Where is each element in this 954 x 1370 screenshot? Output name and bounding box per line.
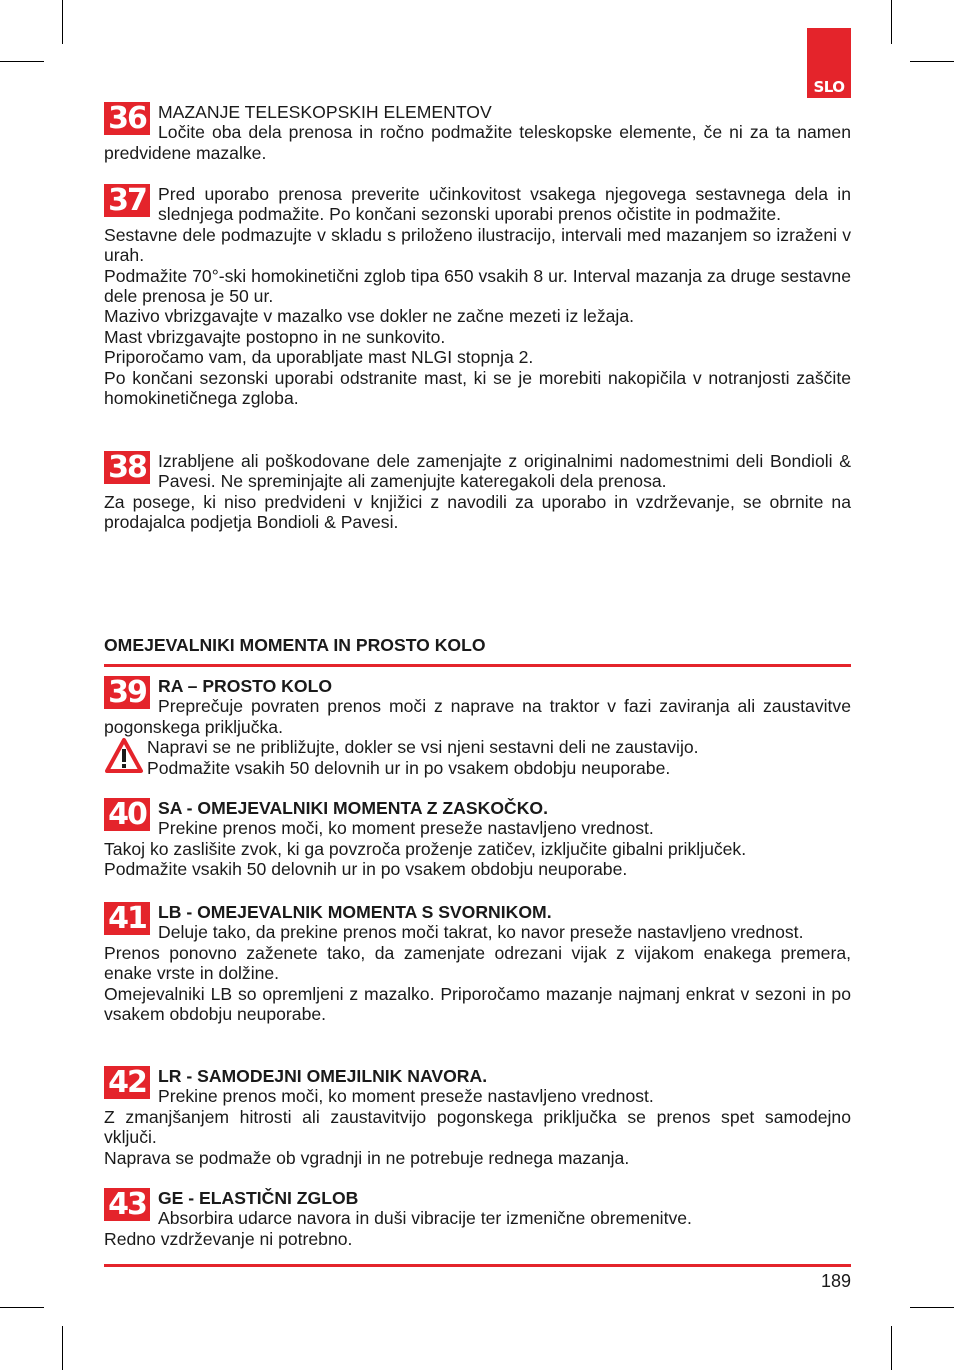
section-paragraph: Takoj ko zaslišite zvok, ki ga povzroča proženje zatičev, izključite gibalni priključek.	[104, 838, 747, 859]
section-paragraph: Prekine prenos moči, ko moment preseže nastavljeno vrednost.	[158, 1086, 654, 1107]
crop-mark	[62, 1326, 63, 1370]
section-40	[104, 798, 851, 880]
section-paragraph: Podmažite vsakih 50 delovnih ur in po vsakem obdobju neuporabe.	[104, 859, 628, 880]
step-number: 40	[104, 798, 150, 831]
section-36	[104, 102, 851, 163]
page-number: 189	[820, 1271, 851, 1291]
section-paragraph: Z zmanjšanjem hitrosti ali zaustavitvijo pogonskega priključka se prenos spet samodejno vključi.	[104, 1106, 851, 1148]
section-title: RA – PROSTO KOLO	[158, 676, 333, 696]
language-tab	[807, 28, 851, 98]
warning-triangle-icon	[104, 737, 144, 775]
section-37	[104, 184, 851, 408]
section-paragraph: Izrabljene ali poškodovane dele zamenjajte z originalnimi nadomestnimi deli Bondioli & Pavesi. Ne spreminjajte ali zamenjujte kateregakoli dela prenosa.	[158, 451, 851, 492]
section-paragraph: Za posege, ki niso predvideni v knjižici z navodili za uporabo in vzdrževanje, se obrnite na prodajalca podjetja Bondioli & Pavesi.	[104, 491, 851, 533]
crop-mark	[0, 1307, 44, 1308]
section-paragraph: Podmažite 70°-ski homokinetični zglob tipa 650 vsakih 8 ur. Interval mazanja za druge sestavne dele prenosa je 50 ur.	[104, 265, 851, 307]
section-paragraph: Absorbira udarce navora in duši vibracije ter izmenične obremenitve.	[158, 1208, 692, 1229]
step-number: 39	[104, 676, 150, 709]
crop-mark	[62, 0, 63, 44]
step-number: 36	[104, 102, 150, 135]
step-number: 41	[104, 902, 150, 935]
section-title: MAZANJE TELESKOPSKIH ELEMENTOV	[158, 102, 492, 122]
section-39	[104, 676, 851, 778]
section-paragraph: Mast vbrizgavajte postopno in ne sunkovito.	[104, 326, 446, 347]
section-38	[104, 451, 851, 533]
section-paragraph: Pred uporabo prenosa preverite učinkovitost vsakega njegovega sestavnega dela in slednjega podmažite. Po končani sezonski uporabi prenos očistite in podmažite.	[158, 184, 851, 225]
section-paragraph: Ločite oba dela prenosa in ročno podmažite teleskopske elemente, če ni za ta namen predvidene mazalke.	[104, 122, 851, 163]
section-paragraph: Preprečuje povraten prenos moči z naprave na traktor v fazi zaviranja ali zaustavitve pogonskega priključka.	[104, 696, 851, 737]
warning-block	[104, 737, 851, 778]
section-41	[104, 902, 851, 1024]
language-tab-label: SLO	[813, 78, 845, 96]
section-paragraph: Naprava se podmaže ob vgradnji in ne potrebuje rednega mazanja.	[104, 1147, 630, 1168]
section-paragraph: Po končani sezonski uporabi odstranite mast, ki se je morebiti nakopičila v notranjosti zaščite homokinetičnega zgloba.	[104, 367, 851, 409]
section-paragraph: Sestavne dele podmazujte v skladu s priloženo ilustracijo, intervali med mazanjem so izraženi v urah.	[104, 224, 851, 266]
section-paragraph: Omejevalniki LB so opremljeni z mazalko. Priporočamo mazanje najmanj enkrat v sezoni in po vsakem obdobju neuporabe.	[104, 983, 851, 1025]
step-number: 43	[104, 1188, 150, 1221]
section-title: LR - SAMODEJNI OMEJILNIK NAVORA.	[158, 1066, 488, 1086]
crop-mark	[891, 0, 892, 44]
section-paragraph: Priporočamo vam, da uporabljate mast NLGI stopnja 2.	[104, 347, 534, 368]
section-paragraph: Prekine prenos moči, ko moment preseže nastavljeno vrednost.	[158, 818, 654, 839]
warning-line: Napravi se ne približujte, dokler se vsi njeni sestavni deli ne zaustavijo.	[147, 737, 699, 758]
section-paragraph: Redno vzdrževanje ni potrebno.	[104, 1228, 353, 1249]
step-number: 38	[104, 451, 150, 484]
section-title: SA - OMEJEVALNIKI MOMENTA Z ZASKOČKO.	[158, 798, 548, 818]
section-42	[104, 1066, 851, 1168]
section-title: GE - ELASTIČNI ZGLOB	[158, 1188, 359, 1208]
warning-line: Podmažite vsakih 50 delovnih ur in po vsakem obdobju neuporabe.	[147, 757, 671, 778]
section-paragraph: Deluje tako, da prekine prenos moči takrat, ko navor preseže nastavljeno vrednost.	[158, 922, 804, 943]
section-title: LB - OMEJEVALNIK MOMENTA S SVORNIKOM.	[158, 902, 552, 922]
crop-mark	[891, 1326, 892, 1370]
crop-mark	[910, 61, 954, 62]
crop-mark	[0, 61, 44, 62]
section-paragraph: Prenos ponovno zaženete tako, da zamenjate odrezani vijak z vijakom enakega premera, enake vrste in dolžine.	[104, 942, 851, 984]
crop-mark	[910, 1307, 954, 1308]
step-number: 37	[104, 184, 150, 217]
section-43	[104, 1188, 851, 1249]
step-number: 42	[104, 1066, 150, 1099]
section-paragraph: Mazivo vbrizgavajte v mazalko vse dokler ne začne mezeti iz ležaja.	[104, 306, 634, 327]
footer-rule	[104, 1264, 851, 1267]
limiters-heading: OMEJEVALNIKI MOMENTA IN PROSTO KOLO	[104, 634, 851, 667]
warning-text	[147, 737, 851, 778]
